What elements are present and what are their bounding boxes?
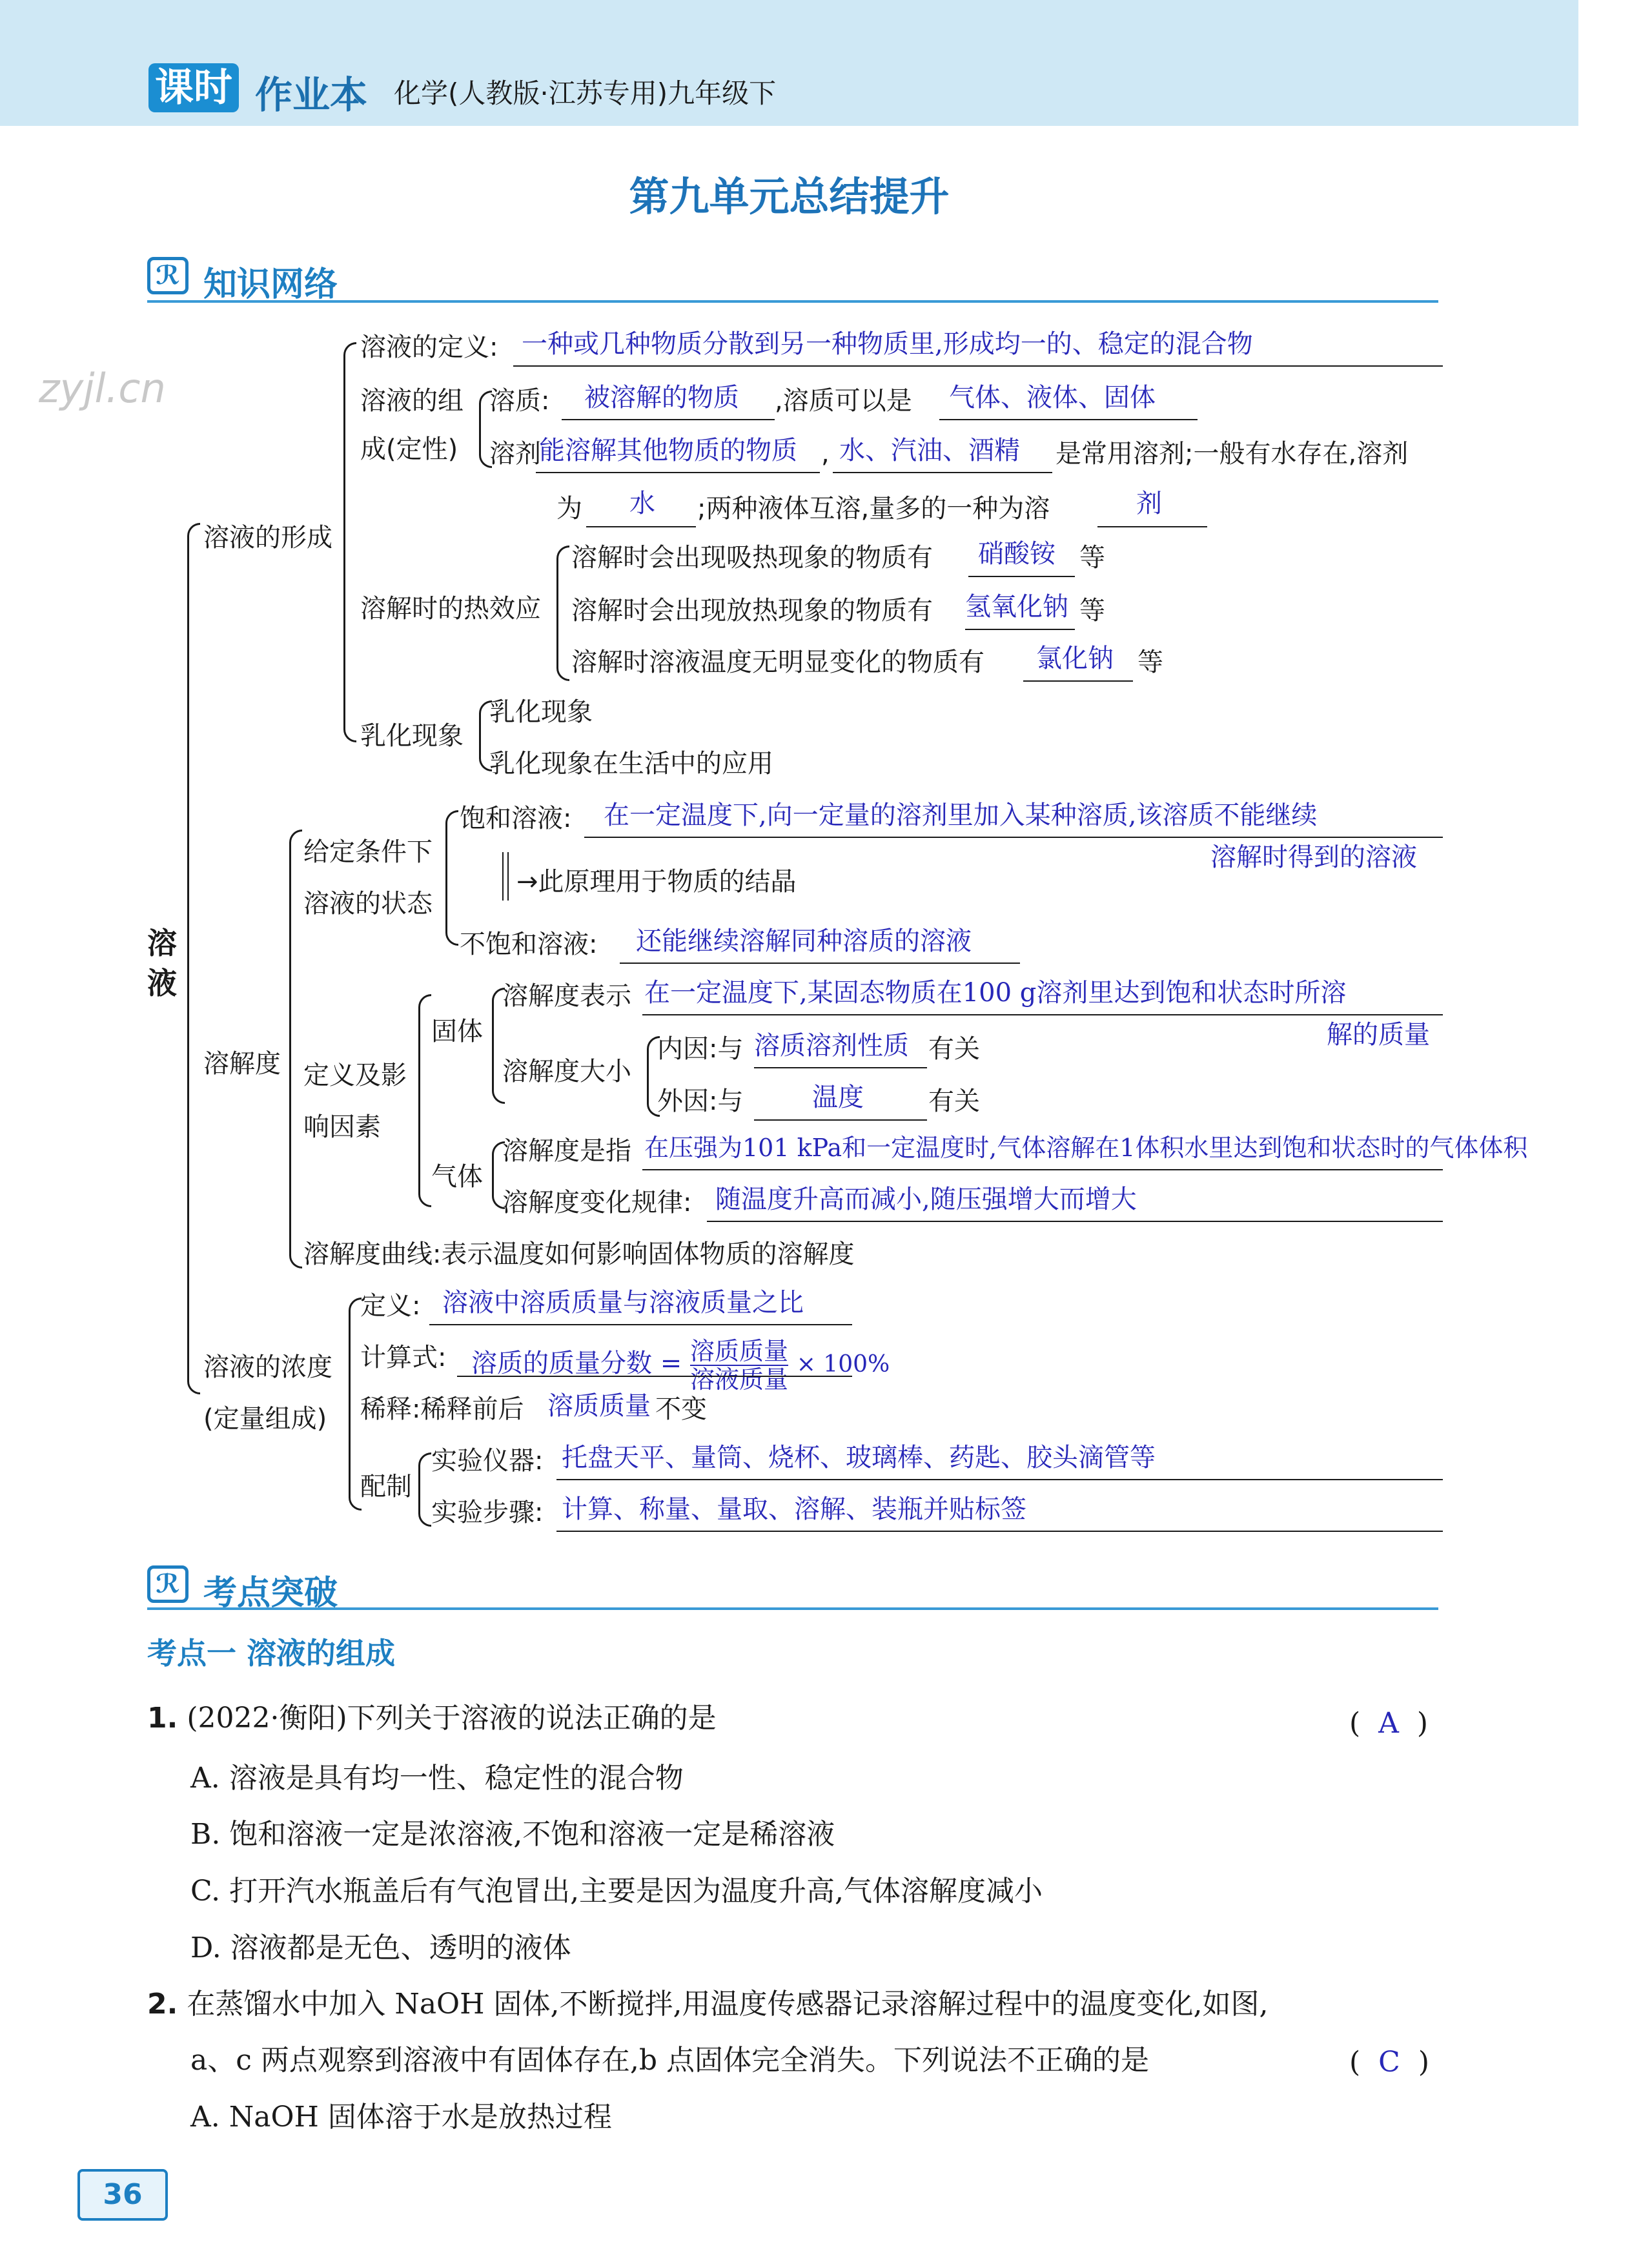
solute-underline xyxy=(562,419,775,420)
running-icon: ℛ xyxy=(147,257,189,294)
solvent-ji-underline xyxy=(1097,526,1207,527)
section-exam-title: 考点突破 xyxy=(203,1574,338,1613)
heat-none: 溶解时溶液温度无明显变化的物质有 xyxy=(571,647,984,677)
q1-option-d: D. 溶液都是无色、透明的液体 xyxy=(190,1931,571,1964)
q1-option-b: B. 饱和溶液一定是浓溶液,不饱和溶液一定是稀溶液 xyxy=(190,1818,835,1851)
solid-node: 固体 xyxy=(431,1017,483,1046)
q2-stem-2: a、c 两点观察到溶液中有固体存在,b 点固体完全消失。下列说法不正确的是 xyxy=(190,2044,1149,2077)
gas-rule-answer: 随温度升高而减小,随压强增大而增大 xyxy=(715,1185,1137,1214)
solvent-ji: 剂 xyxy=(1136,489,1162,518)
solvent-answer: 能溶解其他物质的物质 xyxy=(539,436,797,465)
comp-label-2: 成(定性) xyxy=(360,434,458,464)
conc-node-2: (定量组成) xyxy=(203,1404,327,1434)
dilute-answer: 溶质质量 xyxy=(547,1391,651,1421)
emulsify-1: 乳化现象 xyxy=(489,697,593,727)
page-number: 36 xyxy=(77,2169,168,2221)
outer-youguan: 有关 xyxy=(928,1086,980,1116)
saturated-underline-1 xyxy=(584,837,1443,838)
heat-absorb-answer: 硝酸铵 xyxy=(978,539,1055,569)
state-label-2: 溶液的状态 xyxy=(303,889,433,919)
sol-express-answer-1: 在一定温度下,某固态物质在100 g溶剂里达到饱和状态时所溶 xyxy=(644,978,1347,1008)
q1-paren-left: ( xyxy=(1349,1707,1361,1740)
steps-underline xyxy=(556,1531,1443,1532)
outer-answer: 温度 xyxy=(812,1083,864,1112)
dilute-label: 稀释:稀释前后 xyxy=(360,1394,524,1424)
root-node: 溶液 xyxy=(147,926,177,1001)
state-brace xyxy=(445,810,458,946)
solvent-water-underline xyxy=(586,526,696,527)
book-subtitle: 化学(人教版·江苏专用)九年级下 xyxy=(394,77,777,109)
q2-option-a: A. NaOH 固体溶于水是放热过程 xyxy=(190,2101,612,2134)
inner-answer: 溶质溶剂性质 xyxy=(754,1031,909,1061)
dilute-end: 不变 xyxy=(655,1394,707,1424)
outer-underline xyxy=(754,1119,927,1121)
q2-stem-1 xyxy=(147,1985,1268,2024)
conc-brace xyxy=(349,1298,362,1511)
solvent-sep: , xyxy=(821,439,830,469)
inner-youguan: 有关 xyxy=(928,1034,980,1064)
gas-sol-underline xyxy=(642,1169,1443,1170)
heat-none-deng: 等 xyxy=(1137,647,1163,677)
conc-def-answer: 溶液中溶质质量与溶液质量之比 xyxy=(442,1288,804,1318)
saturated-answer-2: 溶解时得到的溶液 xyxy=(1210,842,1417,872)
heat-none-answer: 氯化钠 xyxy=(1036,644,1114,673)
def-answer: 一种或几种物质分散到另一种物质里,形成均一的、稳定的混合物 xyxy=(522,329,1253,359)
q1-number: 1. xyxy=(147,1702,178,1735)
inner-label: 内因:与 xyxy=(657,1034,744,1064)
running-icon-2: ℛ xyxy=(147,1565,189,1603)
q2-number: 2. xyxy=(147,1988,178,2021)
solute-answer: 被溶解的物质 xyxy=(584,383,739,413)
gas-sol-answer: 在压强为101 kPa和一定温度时,气体溶解在1体积水里达到饱和状态时的气体体积 xyxy=(644,1134,1528,1162)
solute-label: 溶质: xyxy=(489,386,550,416)
conc-def-label: 定义: xyxy=(360,1291,421,1321)
factor-brace xyxy=(418,994,431,1207)
crystal-note: →此原理用于物质的结晶 xyxy=(516,867,797,897)
section-knowledge-title: 知识网络 xyxy=(203,265,338,304)
gas-rule-underline xyxy=(707,1221,1443,1222)
logo-badge: 课时 xyxy=(148,63,239,112)
solvent-underline xyxy=(536,472,820,473)
watermark: zyjl.cn xyxy=(39,365,166,412)
sol-express-underline xyxy=(642,1014,1443,1015)
solvent-text-2b: ;两种液体互溶,量多的一种为溶 xyxy=(697,494,1050,524)
heat-release-deng: 等 xyxy=(1079,596,1105,626)
calc-fraction xyxy=(690,1338,788,1393)
q2-paren-left: ( xyxy=(1349,2046,1361,2079)
q1-paren-right: ) xyxy=(1416,1707,1429,1740)
calc-expression: 溶质的质量分数 = xyxy=(471,1349,682,1378)
state-label-1: 给定条件下 xyxy=(303,837,433,867)
outer-label: 外因:与 xyxy=(657,1086,744,1116)
heat-brace xyxy=(556,545,569,681)
solvent-label: 溶剂 xyxy=(489,439,541,469)
topic-title: 考点一 溶液的组成 xyxy=(147,1636,396,1671)
q1-answer-box xyxy=(1349,1704,1428,1743)
saturated-label: 饱和溶液: xyxy=(460,804,572,833)
heat-release: 溶解时会出现放热现象的物质有 xyxy=(571,596,933,626)
q1-stem xyxy=(147,1699,717,1738)
steps-label: 实验步骤: xyxy=(431,1498,544,1527)
calc-label: 计算式: xyxy=(360,1343,447,1372)
logo-text: 作业本 xyxy=(255,73,368,117)
q2-text-1: 在蒸馏水中加入 NaOH 固体,不断搅拌,用温度传感器记录溶解过程中的温度变化,如图, xyxy=(187,1988,1269,2021)
instr-answer: 托盘天平、量筒、烧杯、玻璃棒、药匙、胶头滴管等 xyxy=(562,1443,1156,1472)
heat-absorb-underline xyxy=(968,576,1075,577)
solubility-node: 溶解度 xyxy=(203,1049,281,1079)
q2-answer: C xyxy=(1378,2046,1400,2079)
heat-release-underline xyxy=(965,629,1075,630)
section-divider-2 xyxy=(147,1607,1438,1610)
calc-underline xyxy=(457,1376,852,1377)
unsaturated-label: 不饱和溶液: xyxy=(460,930,598,959)
section-divider xyxy=(147,300,1438,303)
gas-rule-label: 溶解度变化规律: xyxy=(502,1188,692,1218)
heat-release-answer: 氢氧化钠 xyxy=(965,592,1068,622)
solute-types: 气体、液体、固体 xyxy=(949,383,1156,413)
comp-label-1: 溶液的组 xyxy=(360,386,464,416)
q1-text: (2022·衡阳)下列关于溶液的说法正确的是 xyxy=(187,1702,717,1735)
calc-numerator: 溶质质量 xyxy=(689,1337,788,1365)
formation-brace xyxy=(343,342,356,742)
conversion-arrow xyxy=(502,852,509,901)
gas-sol-label: 溶解度是指 xyxy=(502,1136,631,1166)
solubility-brace xyxy=(289,830,302,1269)
calc-percent: × 100% xyxy=(796,1351,890,1378)
q2-answer-box xyxy=(1349,2043,1429,2082)
heat-none-underline xyxy=(1023,680,1133,682)
conc-def-underline xyxy=(429,1324,852,1325)
saturated-answer-1: 在一定温度下,向一定量的溶剂里加入某种溶质,该溶质不能继续 xyxy=(604,800,1318,830)
curve-node: 溶解度曲线:表示温度如何影响固体物质的溶解度 xyxy=(303,1239,855,1269)
solvent-examples: 水、汽油、酒精 xyxy=(839,436,1020,465)
unsaturated-underline xyxy=(620,963,1020,964)
formation-node: 溶液的形成 xyxy=(203,523,332,553)
solvent-text-2a: 为 xyxy=(556,494,582,524)
def-factor-1: 定义及影 xyxy=(303,1061,407,1090)
def-factor-2: 响因素 xyxy=(303,1112,381,1142)
instr-underline xyxy=(556,1479,1443,1480)
gas-node: 气体 xyxy=(431,1162,483,1192)
unsaturated-answer: 还能继续溶解同种溶质的溶液 xyxy=(636,926,972,956)
q1-option-a: A. 溶液是具有均一性、稳定性的混合物 xyxy=(190,1762,684,1795)
solvent-water: 水 xyxy=(629,489,655,518)
sol-size-label: 溶解度大小 xyxy=(502,1057,631,1086)
heat-absorb: 溶解时会出现吸热现象的物质有 xyxy=(571,543,933,573)
instr-label: 实验仪器: xyxy=(431,1446,544,1476)
conc-node-1: 溶液的浓度 xyxy=(203,1352,332,1382)
steps-answer: 计算、称量、量取、溶解、装瓶并贴标签 xyxy=(562,1494,1026,1524)
calc-answer xyxy=(471,1338,890,1393)
emulsify-2: 乳化现象在生活中的应用 xyxy=(489,749,773,779)
heat-absorb-deng: 等 xyxy=(1079,543,1105,573)
heat-label: 溶解时的热效应 xyxy=(360,594,541,624)
root-brace xyxy=(187,523,200,1394)
q2-paren-right: ) xyxy=(1418,2046,1429,2079)
solvent-text-1: 是常用溶剂;一般有水存在,溶剂 xyxy=(1055,439,1409,469)
sol-express-answer-2: 解的质量 xyxy=(1327,1020,1430,1050)
solvent-examples-underline xyxy=(833,472,1052,473)
prepare-node: 配制 xyxy=(360,1472,412,1502)
q1-answer: A xyxy=(1378,1707,1399,1740)
sol-express-label: 溶解度表示 xyxy=(502,981,631,1011)
inner-underline xyxy=(754,1067,927,1068)
prepare-brace xyxy=(418,1452,431,1527)
solute-types-underline xyxy=(939,419,1198,420)
q1-option-c: C. 打开汽水瓶盖后有气泡冒出,主要是因为温度升高,气体溶解度减小 xyxy=(190,1875,1043,1908)
page-title: 第九单元总结提升 xyxy=(629,173,950,220)
def-underline xyxy=(513,365,1443,367)
solute-can-text: ,溶质可以是 xyxy=(775,386,912,416)
calc-denominator: 溶液质量 xyxy=(689,1365,788,1394)
def-label: 溶液的定义: xyxy=(360,332,498,362)
emulsify-node: 乳化现象 xyxy=(360,721,464,751)
